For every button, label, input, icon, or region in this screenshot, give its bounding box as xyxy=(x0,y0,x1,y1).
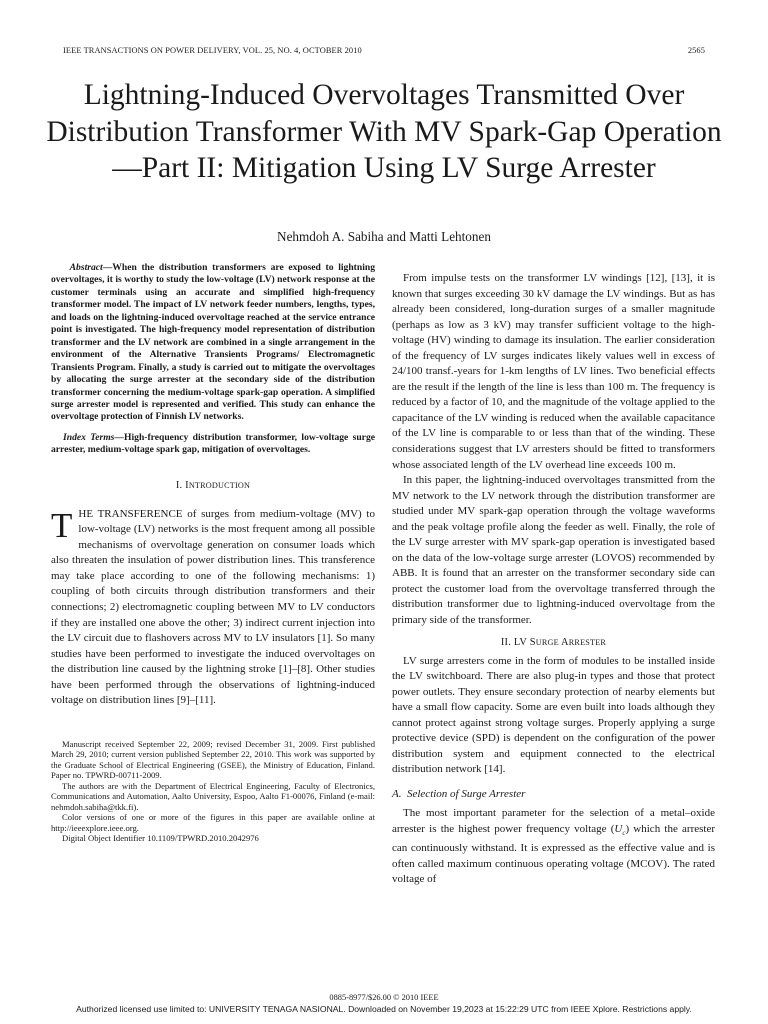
section-title-part: RRESTER xyxy=(568,637,607,647)
index-terms-text: High-frequency distribution transformer, low-voltage surge arrester, medium-voltage spark gap, mitigation of overvoltages. xyxy=(51,431,375,456)
section-heading-lv-surge-arrester xyxy=(392,637,715,648)
left-column xyxy=(51,262,375,844)
variable-subscript: c xyxy=(622,828,626,837)
abstract-text: When the distribution transformers are exposed to lightning overvoltages, it is worthy to study the low-voltage (LV) network response at the customer terminals using an accurate and simplified high-frequency transformer model. The impact of LV network feeder numbers, lengths, types, and loads on the lightning-induced overvoltage reached at the service entrance point is investigated. The high-frequency model representation of distribution transformer and the LV network are combined in a single arrangement in the environment of the Alternative Transients Programs/ Electromagnetic Transients Program. Finally, a study is carried out to mitigate the overvoltages by allocating the surge arrester at the secondary side of the distribution transformer concerning the medium-voltage spark-gap operation. A simplified surge arrester model is represented and verified. This study can enhance the overvoltage protection of Finnish LV networks. xyxy=(51,262,375,423)
section-number: II. xyxy=(500,636,512,648)
section-title-part: URGE xyxy=(535,637,559,647)
paragraph-text: The most important parameter for the selection of a metal–oxide arrester is the highest power frequency voltage ( xyxy=(392,806,715,835)
abstract-lead: Abstract— xyxy=(69,262,113,273)
subsection-title: Selection of Surge Arrester xyxy=(406,787,526,800)
abstract xyxy=(51,262,375,424)
section-number: I. xyxy=(175,479,183,491)
footnote-received: Manuscript received September 22, 2009; revised December 31, 2009. First published March 29, 2010; current version published September 22, 2010. This work was supported by the Graduate School of Electrical Engineering (GSEE), the Ministry of Education, Finland. Paper no. TPWRD-00711-2009. xyxy=(51,738,375,781)
section-heading-introduction xyxy=(51,480,375,491)
section-title-rest: NTRODUCTION xyxy=(188,480,251,490)
paragraph: From impulse tests on the transformer LV windings [12], [13], it is known that surges exceeding 30 kV damage the LV windings. But as has already been considered, long-duration surges of a smaller magnitude (perhaps as low as 3 kV) may transfer sufficient voltage to the high-voltage (HV) winding to damage its insulation. The earlier consideration of the frequency of LV surges indicates likely values well in excess of 24/100 transf.-years for 1-km lengths of LV lines. Two beneficial effects are the result if the length of the line is less than 100 m. The frequency is reduced by a factor of 10, and the magnitude of the voltage applied to the capacitance of the LV winding is reduced when the available capacitance of the LV line is comparable to or less than that of the winding. These considerations suggest that LV arresters should be fitted to transformers whose associated length of the LV overhead line exceeds 100 m. xyxy=(392,272,715,471)
page-number: 2565 xyxy=(687,46,705,55)
footnote-color: Color versions of one or more of the figures in this paper are available online at http://ieeexplore.ieee.org. xyxy=(51,812,375,833)
subsection-number: A. xyxy=(392,787,402,800)
running-header: IEEE TRANSACTIONS ON POWER DELIVERY, VOL. 25, NO. 4, OCTOBER 2010 xyxy=(63,46,362,55)
paper-title: Lightning-Induced Overvoltages Transmitted Over Distribution Transformer With MV Spark-Gap Operation—Part II: Mitigation Using LV Surge Arrester xyxy=(46,79,722,184)
paragraph: LV surge arresters come in the form of modules to be installed inside the LV switchboard. There are also plug-in types and those that protect power outlets. They ensure secondary protection of nearby elements but have a small flow capacity. Some are even built into loads although they cannot protect against strong voltage surges. Properly applying a surge protective device (SPD) is dependent on the configuration of the power distribution system and equipment connected to the electrical distribution network [14]. xyxy=(392,654,715,776)
drop-cap: T xyxy=(51,505,73,545)
copyright-line: 0885-8977/$26.00 © 2010 IEEE xyxy=(329,993,439,1002)
paragraph xyxy=(392,806,715,888)
license-notice: Authorized licensed use limited to: UNIVERSITY TENAGA NASIONAL. Downloaded on November 19,2023 at 15:22:29 UTC from IEEE Xplore. Restrictions apply. xyxy=(76,1004,692,1014)
right-column xyxy=(392,271,715,888)
paragraph: In this paper, the lightning-induced overvoltages transmitted from the MV network to the LV network through the distribution transformer are studied under MV spark-gap operation through the voltage waveforms and the peak voltage profile along the feeder as well. Finally, the role of the LV surge arrester with MV spark-gap operation is investigated based on the data of the low-voltage surge arrester (LOVOS) recommended by ABB. It is found that an arrester on the transformer secondary side can protect the customer load from the overvoltage transferred through the distribution transformer due to lightning-induced overvoltage from the primary side of the transformer. xyxy=(392,474,715,627)
index-terms xyxy=(51,432,375,457)
paragraph-text: ) which the arrester can continuously withstand. It is expressed as the effective value and is often called maximum continuous operating voltage (MCOV). The rated voltage of xyxy=(392,822,715,886)
footnote xyxy=(51,739,375,844)
index-terms-lead: Index Terms— xyxy=(63,431,125,443)
footnote-affiliation: The authors are with the Department of Electrical Engineering, Faculty of Electronics, Communications and Automation, Aalto University, Espoo, Aalto F1-00076, Finland (e-mail: nehmdoh.sabiha@tkk.fi). xyxy=(51,780,375,812)
section-title-part: LV S xyxy=(513,636,536,648)
section-title-part: A xyxy=(558,636,569,648)
footnote-doi: Digital Object Identifier 10.1109/TPWRD.2010.2042976 xyxy=(62,833,259,844)
variable: U xyxy=(614,822,623,835)
author-list: Nehmdoh A. Sabiha and Matti Lehtonen xyxy=(277,229,491,244)
subsection-heading xyxy=(392,788,715,800)
intro-paragraph xyxy=(51,507,375,709)
section-title-first: I xyxy=(185,479,189,491)
intro-text: HE TRANSFERENCE of surges from medium-voltage (MV) to low-voltage (LV) networks is the most frequent among all possible mechanisms of overvoltage generation on consumer loads which also threaten the insulation of power distribution lines. This transference may take place according to one of the following mechanisms: 1) coupling of both circuits through distribution transformers and their connections; 2) electromagnetic coupling between MV to LV conductors if they are installed one above the other; 3) indirect current injection into the LV circuit due to flashovers across MV to LV insulators [1]. So many studies have been performed to investigate the induced overvoltages on the distribution line caused by the lightning stroke [1]–[8]. Other studies have been performed through the observations of lightning-induced voltage on distribution lines [9]–[11]. xyxy=(51,507,375,707)
